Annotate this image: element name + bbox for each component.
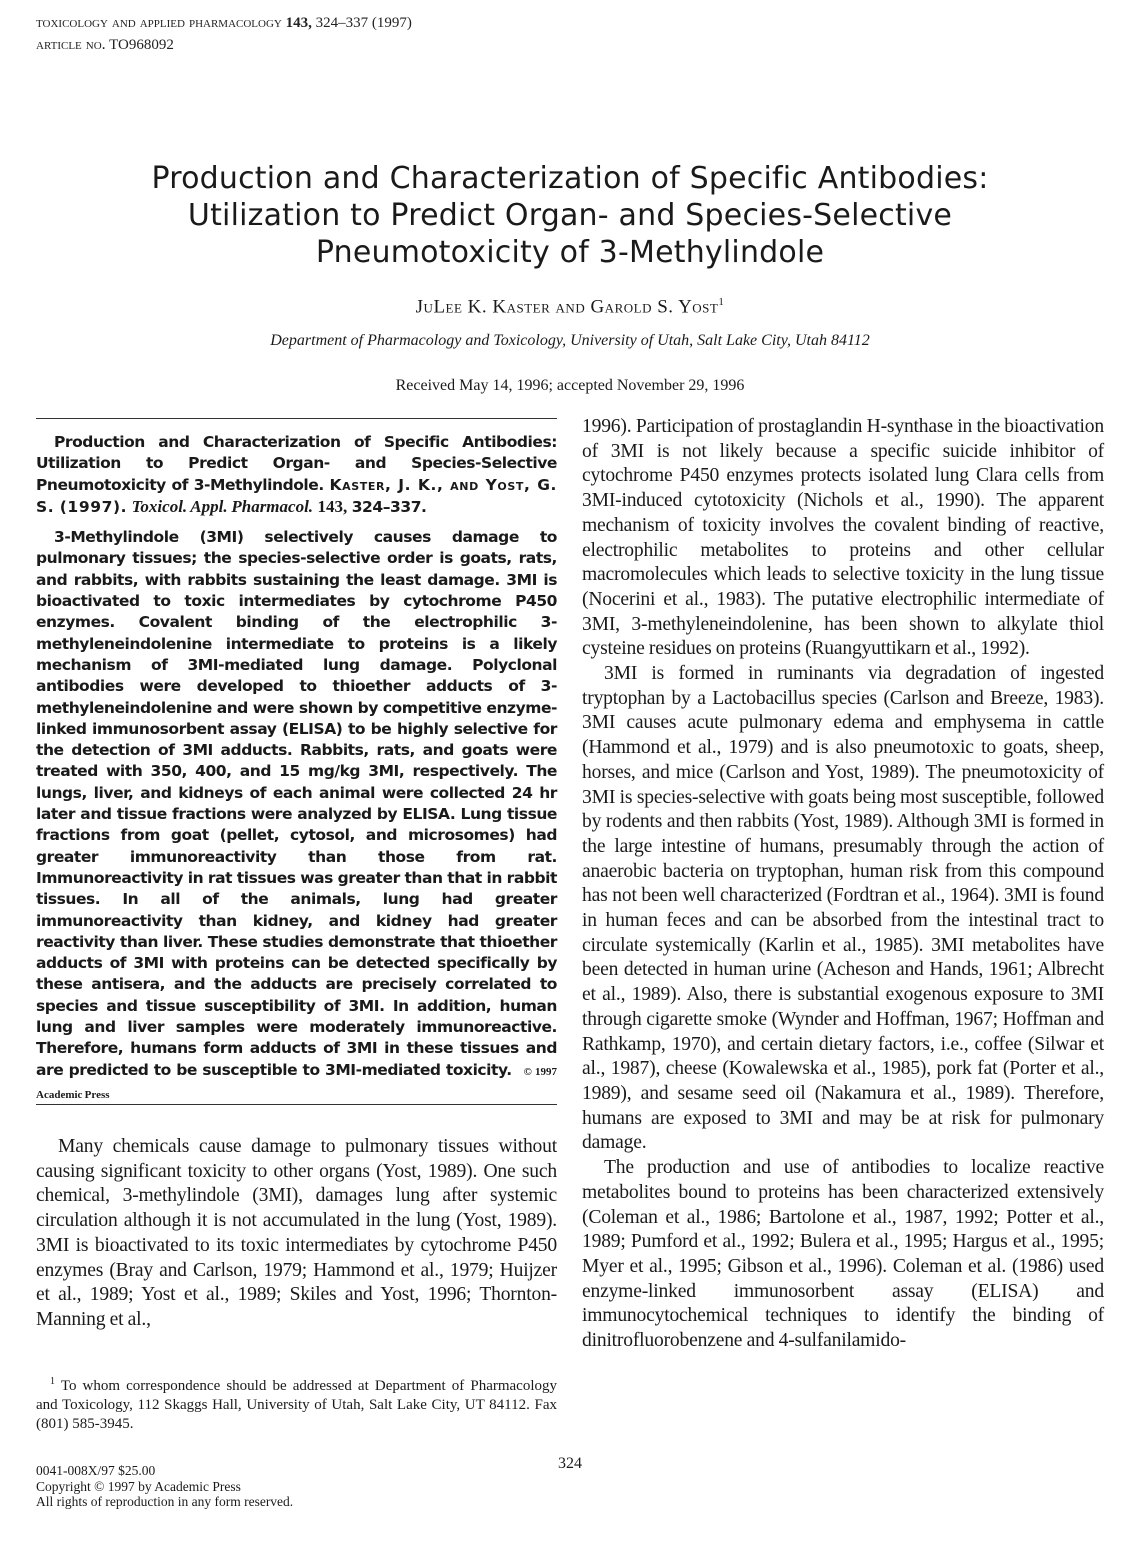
reproduction-rights: All rights of reproduction in any form reserved.: [36, 1494, 294, 1509]
footnote-mark: 1: [50, 1376, 55, 1387]
author-names: JuLee K. Kaster and Garold S. Yost: [415, 296, 719, 318]
journal-header: [36, 12, 412, 56]
article-label: article no.: [36, 36, 106, 53]
abstract-copyright: © 1997 Academic Press: [36, 1065, 558, 1101]
title-line: Pneumotoxicity of 3-Methylindole: [315, 235, 825, 270]
article-title: [60, 160, 1080, 271]
publisher-copyright: Copyright © 1997 by Academic Press: [36, 1478, 241, 1494]
author-list: [60, 296, 1080, 318]
left-column-body: [36, 1135, 557, 1333]
citation-journal: Toxicol. Appl. Pharmacol.: [131, 496, 314, 516]
article-number: TO968092: [109, 37, 174, 53]
abstract-citation: [36, 432, 557, 518]
body-paragraph: 1996). Participation of prostaglandin H-synthase in the bioactivation of 3MI is not likely because a specific suicide inhibitor of cytochrome P450 enzymes protects isolated lung Clara cells from 3MI-induced cytotoxicity (Nichols et al., 1990). The apparent mechanism of toxicity involves the covalent binding of reactive, electrophilic metabolites to proteins and other cellular macromolecules which leads to selective toxicity in the lung tissue (Nocerini et al., 1983). The putative electrophilic intermediate of 3MI, 3-methyleneindolenine, has been shown to alkylate thiol cysteine residues on proteins (Ruangyuttikarn et al., 1992).: [582, 416, 1104, 660]
author-footnote-mark: 1: [718, 296, 725, 308]
abstract-bottom-rule: [36, 1104, 557, 1105]
body-paragraph: Many chemicals cause damage to pulmonary tissues without causing significant toxicity to other organs (Yost, 1989). One such chemical, 3-methylindole (3MI), damages lung after systemic circulation although it is not accumulated in the lung (Yost, 1989). 3MI is bioactivated to its toxic intermediates by cytochrome P450 enzymes (Bray and Carlson, 1979; Hammond et al., 1979; Huijzer et al., 1989; Yost et al., 1989; Skiles and Yost, 1996; Thornton-Manning et al.,: [36, 1136, 557, 1330]
journal-volume: 143,: [285, 15, 312, 31]
footnote-text: To whom correspondence should be addressed at Department of Pharmacology and Toxicology, 112 Skaggs Hall, University of Utah, Salt Lake City, UT 84112. Fax (801) 585-3945.: [36, 1378, 557, 1432]
journal-name: toxicology and applied pharmacology: [36, 14, 282, 31]
citation-title: Production and Characterization of Specific Antibodies: Utilization to Predict Organ- and Species-Selective Pneumotoxicity of 3-Methylindole.: [36, 433, 557, 494]
right-column-body: [582, 415, 1104, 1354]
body-paragraph: 3MI is formed in ruminants via degradation of ingested tryptophan by a Lactobacillus species (Carlson and Breeze, 1983). 3MI causes acute pulmonary edema and emphysema in cattle (Hammond et al., 1979) and is also pneumotoxic to goats, sheep, horses, and mice (Carlson and Yost, 1989). The pneumotoxicity of 3MI is species-selective with goats being most susceptible, followed by rodents and then rabbits (Yost, 1989). Although 3MI is formed in the large intestine of humans, presumably through the action of anaerobic bacteria on tryptophan, human risk from this compound has not been well characterized (Fordtran et al., 1964). 3MI is found in human feces and can be absorbed from the intestinal tract to circulate systemically (Karlin et al., 1985). 3MI metabolites have been detected in human urine (Acheson and Hands, 1961; Albrecht et al., 1989). Also, there is substantial exogenous exposure to 3MI through cigarette smoke (Wynder and Hoffman, 1967; Hoffman and Rathkamp, 1970), and certain dietary factors, i.e., coffee (Silwar et al., 1987), cheese (Kowalewska et al., 1985), pork fat (Porter et al., 1989), and sesame seed oil (Nakamura et al., 1989). Therefore, humans are exposed to 3MI and may be at risk for pulmonary damage.: [582, 663, 1104, 1154]
body-paragraph: The production and use of antibodies to localize reactive metabolites bound to proteins has been characterized extensively (Coleman et al., 1986; Bartolone et al., 1987, 1992; Potter et al., 1989; Pumford et al., 1992; Bulera et al., 1995; Hargus et al., 1995; Myer et al., 1995; Gibson et al., 1996). Coleman et al. (1986) used enzyme-linked immunosorbent assay (ELISA) and immunocytochemical techniques to identify the binding of dinitrofluorobenzene and 4-sulfanilamido-: [582, 1157, 1104, 1352]
publication-info: [36, 1463, 293, 1510]
received-dates: Received May 14, 1996; accepted November 29, 1996: [395, 377, 745, 394]
title-line: Production and Characterization of Specific Antibodies:: [151, 161, 989, 196]
title-line: Utilization to Predict Organ- and Species-Selective: [187, 198, 953, 233]
page-number: 324: [558, 1455, 582, 1472]
correspondence-footnote: [36, 1372, 557, 1434]
citation-volume: 143,: [317, 496, 348, 516]
abstract-body: 3-Methylindole (3MI) selectively causes damage to pulmonary tissues; the species-selective order is goats, rats, and rabbits, with rabbits sustaining the least damage. 3MI is bioactivated to toxic intermediates by cytochrome P450 enzymes. Covalent binding of the electrophilic 3-methyleneindolenine intermediate to proteins is a likely mechanism of 3MI-mediated lung damage. Polyclonal antibodies were developed to thioether adducts of 3-methyleneindolenine and were shown by competitive enzyme-linked immunosorbent assay (ELISA) to be highly selective for the detection of 3MI adducts. Rabbits, rats, and goats were treated with 350, 400, and 15 mg/kg 3MI, respectively. The lungs, liver, and kidneys of each animal were collected 24 hr later and tissue fractions were analyzed by ELISA. Lung tissue fractions from goat (pellet, cytosol, and microsomes) had greater immunoreactivity than those from rat. Immunoreactivity in rat tissues was greater than that in rabbit tissues. In all of the animals, lung had greater immunoreactivity than kidney, and kidney had greater reactivity than liver. These studies demonstrate that thioether adducts of 3MI with proteins can be detected specifically by these antisera, and the adducts are precisely correlated to species and tissue susceptibility of 3MI. In addition, human lung and liver samples were moderately immunoreactive. Therefore, humans form adducts of 3MI in these tissues and are predicted to be susceptible to 3MI-mediated toxicity.: [36, 528, 557, 1079]
issn-price: 0041-008X/97 $25.00: [36, 1463, 156, 1478]
affiliation: Department of Pharmacology and Toxicology, University of Utah, Salt Lake City, Utah 84112: [270, 332, 870, 349]
citation-pages: 324–337.: [351, 497, 427, 516]
journal-pages: 324–337 (1997): [315, 15, 412, 31]
citation-authors: Kaster, J. K., and Yost, G. S. (1997).: [36, 475, 558, 516]
abstract-top-rule: [36, 418, 557, 419]
abstract: [36, 432, 557, 1106]
abstract-text: [36, 527, 557, 1106]
